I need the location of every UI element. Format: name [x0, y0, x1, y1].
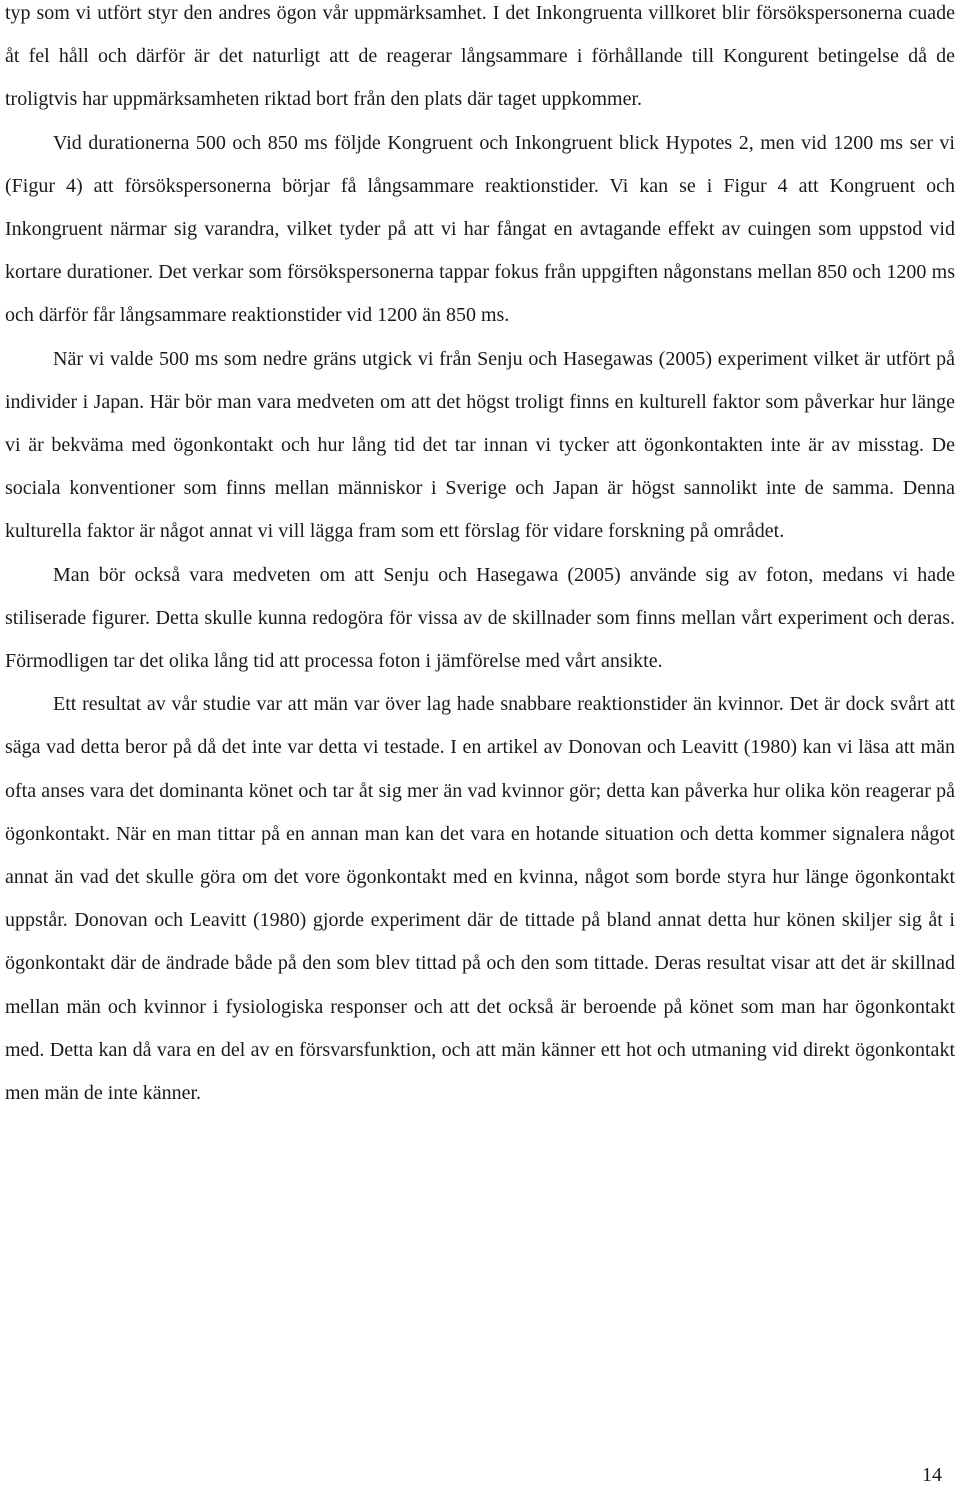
body-text: [5, 0, 955, 1115]
paragraph-cultural-factor: När vi valde 500 ms som nedre gräns utgick vi från Senju och Hasegawas (2005) experiment vilket är utfört på individer i Japan. Här bör man vara medveten om att det högst troligt finns en kulturell faktor som påverkar hur länge vi är bekväma med ögonkontakt och hur lång tid det tar innan vi tycker att ögonkontakten inte är av misstag. De sociala konventioner som finns mellan människor i Sverige och Japan är högst sannolikt inte de samma. Denna kulturella faktor är något annat vi vill lägga fram som ett förslag för vidare forskning på området.: [5, 347, 955, 543]
page-number: 14: [922, 1464, 942, 1486]
paragraph-stimuli: Man bör också vara medveten om att Senju och Hasegawa (2005) använde sig av foton, medans vi hade stiliserade figurer. Detta skulle kunna redogöra för vissa av de skillnader som finns mellan vårt experiment och deras. Förmodligen tar det olika lång tid att processa foton i jämförelse med vårt ansikte.: [5, 563, 955, 673]
paragraph-gender: Ett resultat av vår studie var att män var över lag hade snabbare reaktionstider än kvinnor. Det är dock svårt att säga vad detta beror på då det inte var detta vi testade. I en artikel av Donovan och Leavitt (1980) kan vi läsa att män ofta anses vara det dominanta könet och tar åt sig mer än vad kvinnor gör; detta kan påverka hur olika kön reagerar på ögonkontakt. När en man tittar på en annan man kan det vara en hotande situation och detta kommer signalera något annat än vad det skulle göra om det vore ögonkontakt med en kvinna, något som borde styra hur länge ögonkontakt uppstår. Donovan och Leavitt (1980) gjorde experiment där de tittade på bland annat detta hur könen skiljer sig åt i ögonkontakt där de ändrade både på den som blev tittad på och den som tittade. Deras resultat visar att det är skillnad mellan män och kvinnor i fysiologiska responser och att det också är beroende på könet som man har ögonkontakt med. Detta kan då vara en del av en försvarsfunktion, och att män känner ett hot och utmaning vid direkt ögonkontakt men män de inte känner.: [5, 693, 955, 1105]
paragraph-durations: Vid durationerna 500 och 850 ms följde Kongruent och Inkongruent blick Hypotes 2, men vid 1200 ms ser vi (Figur 4) att försökspersonerna börjar få långsammare reaktionstider. Vi kan se i Figur 4 att Kongruent och Inkongruent närmar sig varandra, vilket tyder på att vi har fångat en avtagande effekt av cuingen som uppstod vid kortare durationer. Det verkar som försökspersonerna tappar fokus från uppgiften någonstans mellan 850 och 1200 ms och därför får långsammare reaktionstider vid 1200 än 850 ms.: [5, 131, 955, 327]
paragraph-continuation: typ som vi utfört styr den andres ögon vår uppmärksamhet. I det Inkongruenta villkoret blir försökspersonerna cuade åt fel håll och därför är det naturligt att de reagerar långsammare i förhållande till Kongurent betingelse då de troligtvis har uppmärksamheten riktad bort från den plats där taget uppkommer.: [5, 2, 955, 111]
